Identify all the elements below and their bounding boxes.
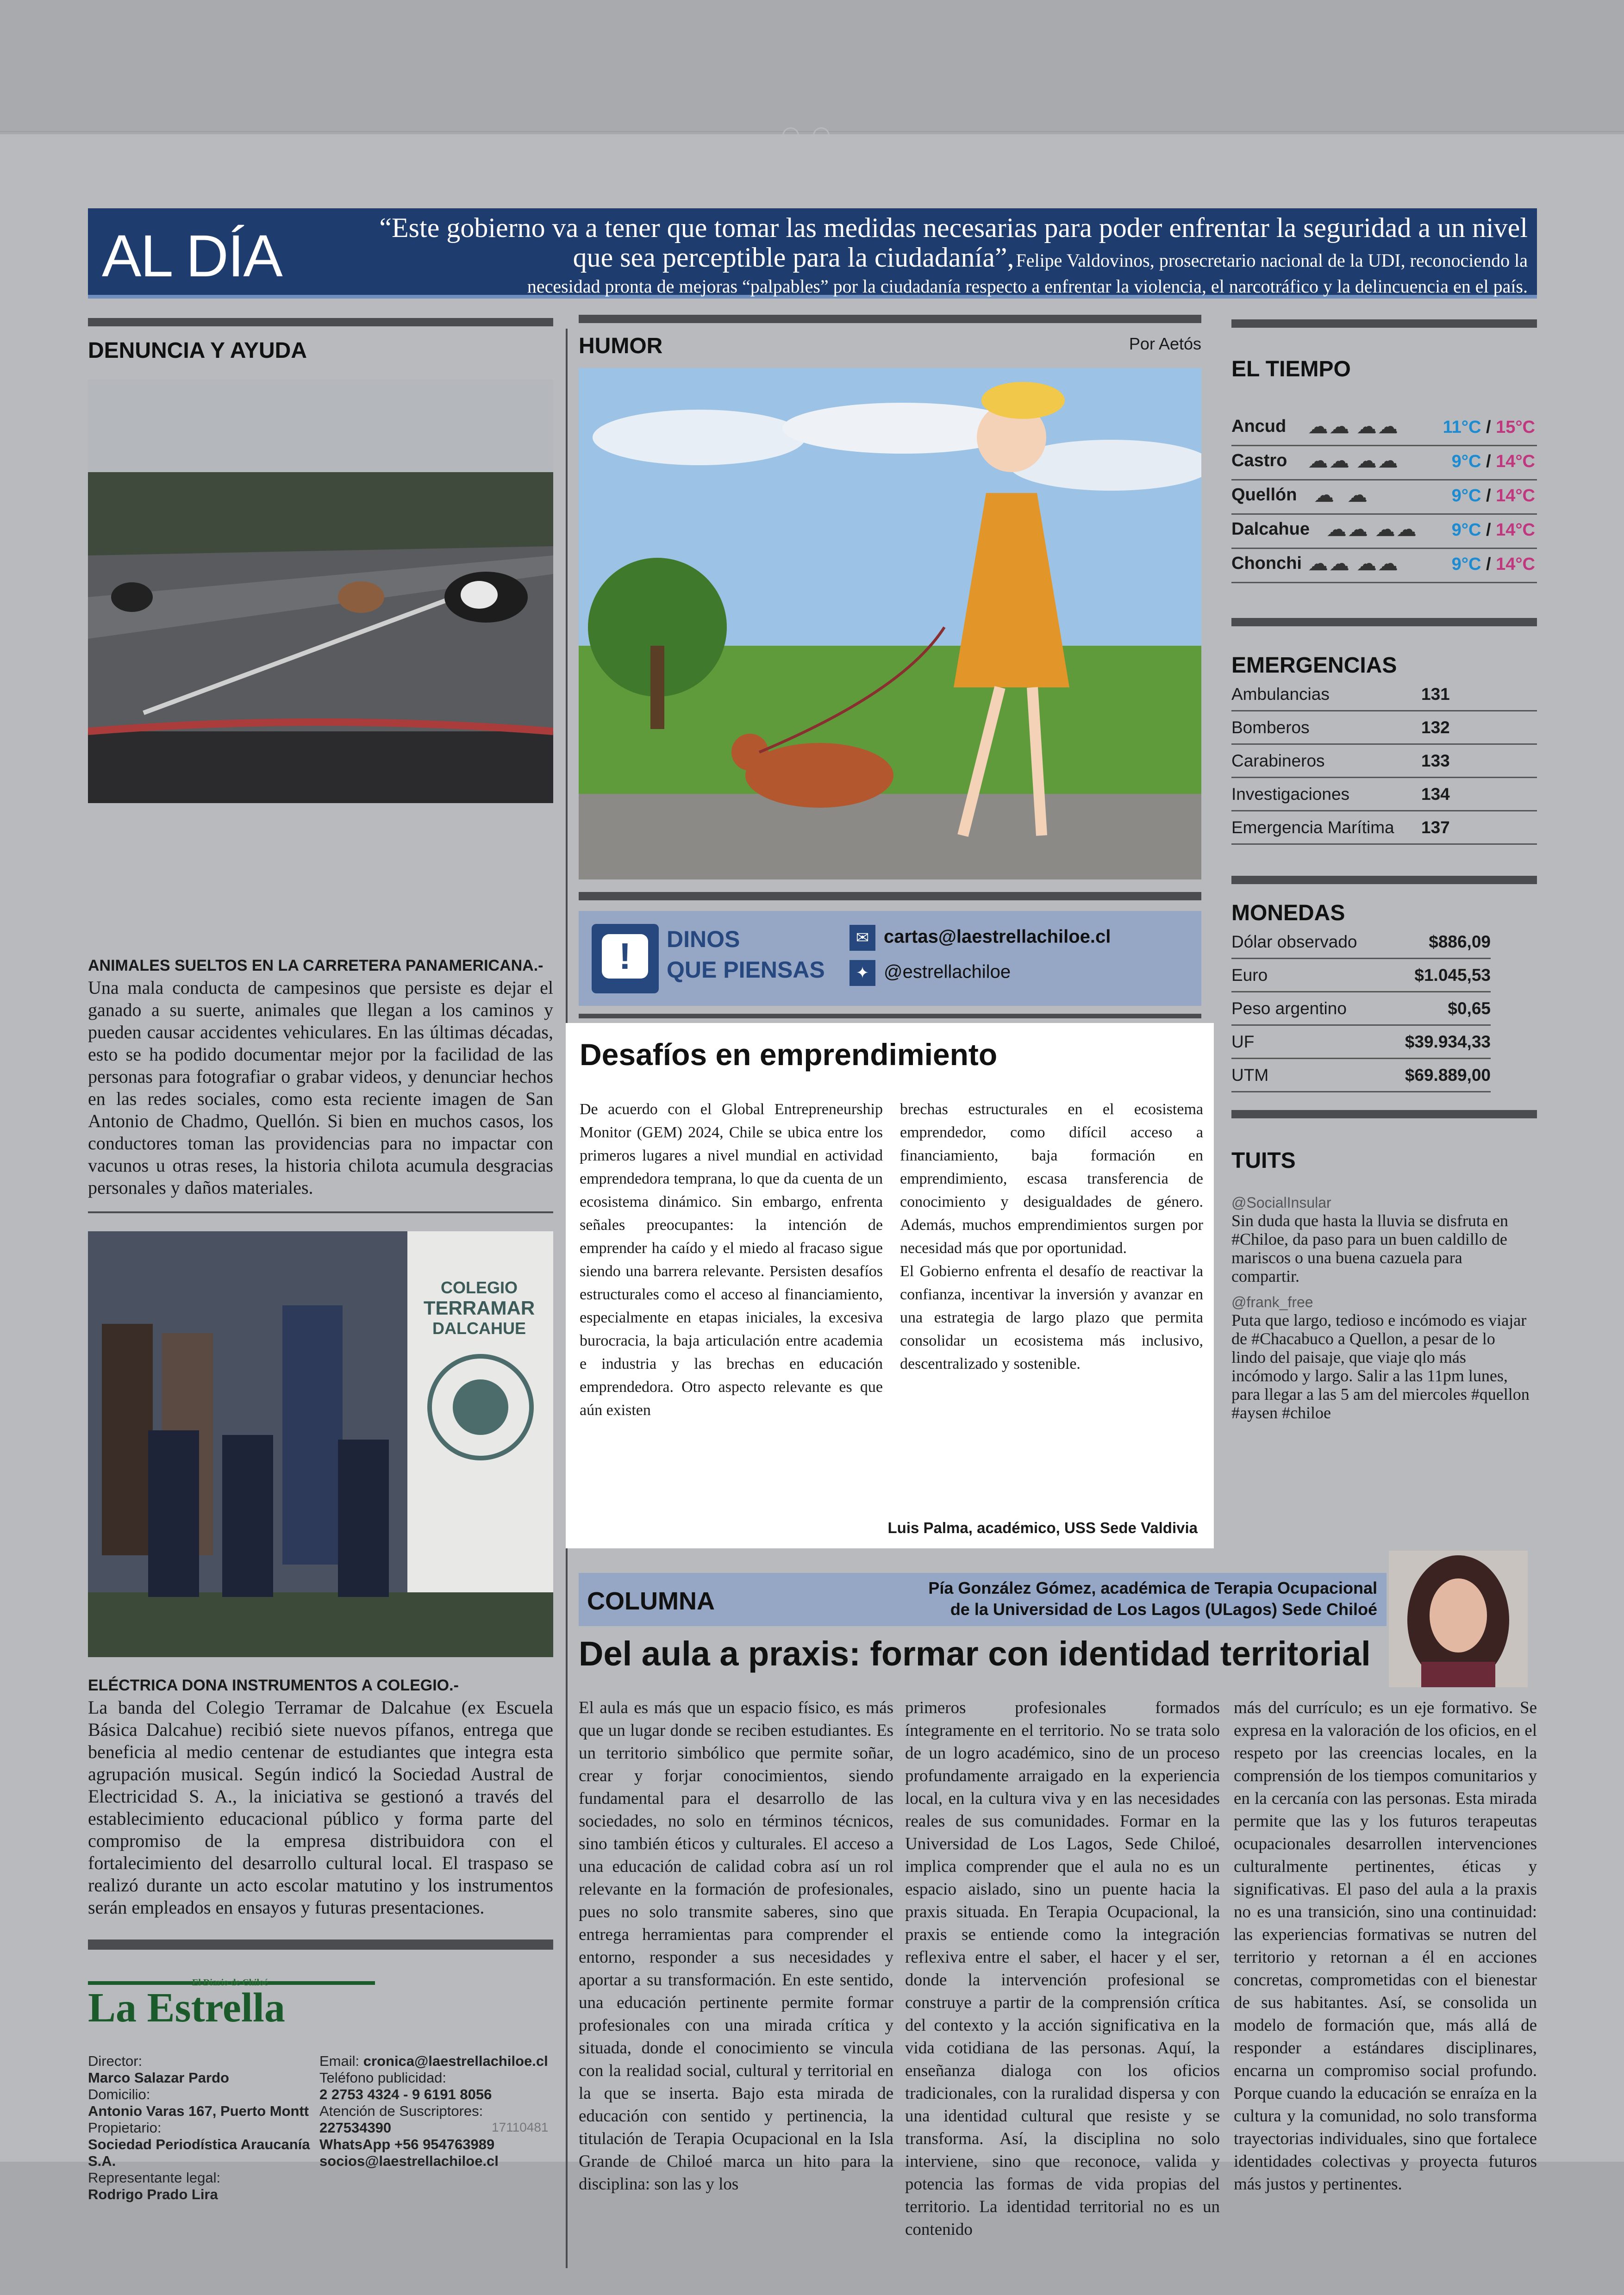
weather-temps <box>1452 555 1535 574</box>
columna-author-line-2: de la Universidad de Los Lagos (ULagos) Sede Chiloé <box>950 1600 1377 1619</box>
temp-min: 9°C <box>1451 486 1481 505</box>
temp-min: 9°C <box>1451 520 1481 540</box>
weather-city: Chonchi <box>1231 554 1302 573</box>
denuncia-section-title: DENUNCIA Y AYUDA <box>88 338 307 363</box>
temp-separator: / <box>1486 418 1491 437</box>
emergency-label: Ambulancias <box>1231 685 1330 704</box>
section-rule <box>1231 319 1537 328</box>
author-portrait <box>1389 1551 1528 1687</box>
la-estrella-logo <box>88 1977 380 2042</box>
cartoon-image <box>579 368 1201 879</box>
banner-title: AL DÍA <box>102 223 282 289</box>
weather-temps <box>1452 486 1535 506</box>
temp-min: 11°C <box>1443 418 1481 437</box>
editorial-signature: Luis Palma, académico, USS Sede Valdivia <box>887 1519 1198 1536</box>
temp-max: 14°C <box>1496 555 1535 574</box>
section-rule <box>1231 618 1537 626</box>
editorial-column-1: De acuerdo con el Global Entrepreneurship Monitor (GEM) 2024, Chile se ubica entre los primeros lugares a nivel mundial en actividad emprendedora temprana, lo que da cuenta de un ecosistema dinámico. Sin embargo, enfrenta señales preocupantes: la intención de emprender ha caído y el miedo al fracaso sigue siendo una barrera relevante. Persisten desafíos estructurales como el acceso al financiamiento, especialmente en etapas iniciales, la excesiva burocracia, la baja articulación entre academia e industria y las brechas en educación emprendedora. Otro aspecto relevante es que aún existen <box>580 1101 883 1419</box>
weather-section-title: EL TIEMPO <box>1231 357 1351 381</box>
section-rule <box>579 1014 1201 1018</box>
currency-label: UTM <box>1231 1066 1269 1085</box>
editorial-title: Desafíos en emprendimiento <box>580 1037 998 1072</box>
dinos-email[interactable]: cartas@laestrellachiloe.cl <box>884 926 1111 947</box>
emergency-row <box>1231 711 1537 745</box>
section-rule <box>1231 1110 1537 1118</box>
phone-label: Teléfono publicidad: <box>319 2070 447 2086</box>
cattle-road-image <box>88 380 553 803</box>
temp-separator: / <box>1486 452 1491 471</box>
temp-max: 14°C <box>1496 452 1535 471</box>
al-dia-banner <box>88 208 1537 299</box>
columna-column-1: El aula es más que un espacio físico, es más que un lugar donde se reciben estudiantes. Es un territorio simbólico que permite soñar, crear y forjar conocimientos, siendo fundamental para el desarrollo de las sociedades, no solo en términos técnicos, sino también éticos y culturales. El acceso a una educación de calidad cobra así un rol relevante en la formación de profesionales, pues no solo transmite saberes, sino que entrega herramientas para comprender el entorno, responder a sus necesidades y aportar a su transformación. En este sentido, una educación pertinente permite formar profesionales con una mirada crítica y situada, donde el conocimiento se vincula con la realidad social, cultural y territorial en la que se inserta. Bajo esta mirada de educación con sentido y pertinencia, la titulación de Terapia Ocupacional en la Isla Grande de Chiloé marca un hito para la disciplina: son las y los <box>579 1698 893 2194</box>
viewer-top-bar <box>0 0 1624 132</box>
emergency-row <box>1231 678 1537 711</box>
emergency-number: 131 <box>1421 685 1450 704</box>
columna-author-line-1: Pía González Gómez, académica de Terapia Ocupacional <box>928 1578 1377 1597</box>
columna-label: COLUMNA <box>587 1587 715 1615</box>
dinos-title-line-2: QUE PIENSAS <box>667 957 825 983</box>
currency-row <box>1231 1026 1491 1059</box>
emergencias-section-title: EMERGENCIAS <box>1231 653 1397 678</box>
tuit-handle[interactable]: @frank_free <box>1231 1294 1313 1310</box>
section-rule <box>88 318 553 326</box>
tuit-text: Puta que largo, tedioso e incómodo es viajar de #Chacabuco a Quellon, a pesar de lo lindo del paisaje, que viaje qlo más incómodo y largo. Salir a las 11pm lunes, para llegar a las 5 am del miercoles #quellon #aysen #chiloe <box>1231 1311 1530 1422</box>
rain-cloud-icon: ☁☁ ☁☁ <box>1308 449 1399 472</box>
weather-city: Ancud <box>1231 417 1287 436</box>
humor-cartoon <box>579 368 1201 879</box>
tuits-section-title: TUITS <box>1231 1148 1296 1173</box>
columna-title: Del aula a praxis: formar con identidad territorial <box>579 1634 1371 1673</box>
tuit <box>1231 1294 1532 1422</box>
twitter-icon: ✦ <box>849 960 875 986</box>
emergency-row <box>1231 811 1537 845</box>
temp-max: 14°C <box>1496 486 1535 505</box>
newspaper-page <box>0 134 1624 2239</box>
rain-cloud-icon: ☁☁ ☁☁ <box>1308 552 1399 575</box>
staff-label: Representante legal: <box>88 2170 221 2186</box>
rain-cloud-icon: ☁☁ ☁☁ <box>1326 518 1418 541</box>
staff-label: Domicilio: <box>88 2086 150 2102</box>
colegio-article <box>88 1673 553 1919</box>
weather-city: Quellón <box>1231 485 1297 505</box>
weather-row <box>1231 480 1537 515</box>
weather-row <box>1231 412 1537 446</box>
rain-cloud-icon: ☁ ☁ <box>1308 484 1368 506</box>
currency-row <box>1231 926 1491 959</box>
emergency-label: Emergencia Marítima <box>1231 818 1394 837</box>
staff-value: Marco Salazar Pardo <box>88 2070 229 2086</box>
whatsapp-value: WhatsApp +56 954763989 <box>319 2136 495 2152</box>
currency-value: $0,65 <box>1448 999 1491 1018</box>
dinos-title-line-1: DINOS <box>667 926 740 952</box>
emergency-number: 133 <box>1421 751 1450 770</box>
currency-value: $886,09 <box>1429 932 1491 951</box>
columna-column-2: primeros profesionales formados íntegramente en el territorio. No se trata solo de un logro académico, sino de un proceso profundamente arraigado en la experiencia local, en la cultura viva y en las necesidades reales de sus comunidades. Formar en la Universidad de Los Lagos, Sede Chiloé, implica comprender que el aula no es un espacio aislado, sino un puente hacia la praxis situada. En Terapia Ocupacional, la praxis se entiende como la integración reflexiva entre el saber, el hacer y el ser, donde la intervención profesional se construye a partir de la comprensión crítica del contexto y la acción significativa en la vida cotidiana de las personas. Aquí, la enseñanza dialoga con los oficios tradicionales, con la ruralidad dispersa y con una identidad cultural que resiste y se transforma. Así, la disciplina no solo interviene, sino que reconoce, valida y potencia las formas de vida propias del territorio. La identidad territorial no es un contenido <box>905 1698 1220 2239</box>
currency-value: $69.889,00 <box>1405 1066 1491 1085</box>
weather-city: Dalcahue <box>1231 519 1310 539</box>
subs-value: 227534390 <box>319 2120 392 2136</box>
author-photo <box>1389 1551 1528 1687</box>
editorial-column-2 <box>900 1098 1203 1376</box>
currency-label: Dólar observado <box>1231 932 1357 951</box>
staff-value: Rodrigo Prado Lira <box>88 2186 218 2202</box>
staff-left <box>88 2053 319 2203</box>
dinos-title <box>667 924 825 985</box>
mail-icon: ✉ <box>849 925 875 951</box>
dinos-email-row <box>849 925 1111 951</box>
colegio-sign <box>410 1278 549 1339</box>
temp-separator: / <box>1486 486 1491 505</box>
columna-author <box>928 1578 1377 1620</box>
currency-row <box>1231 959 1491 992</box>
columna-column-3: más del currículo; es un eje formativo. Se expresa en la valoración de los oficios, en el respeto por las creencias locales, en la comprensión de los tiempos comunitarios y en la cercanía con las personas. Esta mirada permite que las y los futuros terapeutas ocupacionales desarrollen intervenciones culturalmente pertinentes, éticas y significativas. El paso del aula a la praxis no es una transición, sino una continuidad: las experiencias formativas se nutren del territorio y retornan a él en acciones concretas, comprometidas con el bienestar de sus habitantes. Así, se consolida un modelo de formación que, más allá de responder a estándares disciplinares, encarna un compromiso social profundo. Porque cuando la educación se enraíza en la cultura y la comunidad, no solo transforma trayectorias individuales, sino que fortalece identidades colectivas y proyecta futuros más justos y pertinentes. <box>1234 1698 1537 2194</box>
denuncia-headline: ANIMALES SUELTOS EN LA CARRETERA PANAMERICANA.- <box>88 957 543 974</box>
subs-label: Atención de Suscriptores: <box>319 2103 483 2119</box>
banner-quote-block <box>366 213 1528 299</box>
currency-row <box>1231 992 1491 1026</box>
emergency-label: Bomberos <box>1231 718 1310 737</box>
dinos-twitter[interactable]: @estrellachiloe <box>884 961 1011 982</box>
staff-value: Antonio Varas 167, Puerto Montt <box>88 2103 309 2119</box>
email-label: Email: <box>319 2053 360 2069</box>
banner-quote: “Este gobierno va a tener que tomar las medidas necesarias para poder enfrentar la seguridad a un nivel que sea perceptible para la ciudadanía”, <box>379 212 1528 273</box>
exclamation-bubble-icon: ! <box>592 924 659 993</box>
staff-label: Director: <box>88 2053 143 2069</box>
section-rule <box>579 892 1201 900</box>
tuit-text: Sin duda que hasta la lluvia se disfruta en #Chiloe, da paso para un buen caldillo de mariscos o una buena cazuela para compartir. <box>1231 1211 1508 1285</box>
currency-value: $39.934,33 <box>1405 1032 1491 1051</box>
temp-max: 14°C <box>1496 520 1535 540</box>
currency-label: Peso argentino <box>1231 999 1347 1018</box>
dinos-box <box>579 911 1201 1006</box>
denuncia-article <box>88 954 553 1199</box>
colegio-sign-line-3: DALCAHUE <box>432 1319 526 1338</box>
currency-row <box>1231 1059 1491 1092</box>
page-code: 17110481 <box>492 2120 549 2134</box>
weather-row <box>1231 446 1537 480</box>
currency-label: UF <box>1231 1032 1255 1051</box>
logo-small-text: El Diario de Chiloé <box>192 1977 268 1988</box>
emergency-row <box>1231 745 1537 778</box>
humor-author: Por Aetós <box>1129 334 1201 353</box>
weather-row <box>1231 515 1537 549</box>
editorial-col2-p2: El Gobierno enfrenta el desafío de reactivar la confianza, incentivar la inversión y avanzar en una estrategia de largo plazo que permita consolidar un ecosistema más inclusivo, descentralizado y sostenible. <box>900 1263 1203 1372</box>
weather-temps <box>1443 418 1535 437</box>
tuit-handle[interactable]: @SocialInsular <box>1231 1194 1331 1211</box>
colegio-sign-line-1: COLEGIO <box>440 1278 518 1297</box>
staff-right <box>319 2053 560 2170</box>
editorial-col2-p1: brechas estructurales en el ecosistema emprendedor, como difícil acceso a financiamiento, baja formación en emprendimiento, escasa transferencia de conocimiento y desigualdades de género. Además, muchos emprendimientos surgen por necesidad más que por oportunidad. <box>900 1101 1203 1257</box>
banner-credit: Felipe Valdovinos, prosecretario nacional de la UDI, reconociendo la <box>1016 250 1528 271</box>
email-line <box>319 2053 560 2070</box>
currency-value: $1.045,53 <box>1414 966 1491 985</box>
denuncia-body: Una mala conducta de campesinos que persiste es dejar el ganado a su suerte, animales que llegan a los caminos y pueden causar accidentes vehiculares. En las últimas décadas, esto se ha podido documentar mejor por la facilidad de las personas para fotografiar o grabar videos, y denunciar hechos en las redes sociales, como esta reciente imagen de San Antonio de Chadmo, Quellón. Si bien en muchos casos, los conductores toman las providencias para no impactar con vacunos u otras reses, la historia chilota acumula desgracias personales y daños materiales. <box>88 977 553 1198</box>
colegio-headline: ELÉCTRICA DONA INSTRUMENTOS A COLEGIO.- <box>88 1677 459 1694</box>
staff-value: Sociedad Periodística Araucanía S.A. <box>88 2136 310 2169</box>
section-rule <box>88 1940 553 1950</box>
temp-separator: / <box>1486 520 1491 540</box>
emergency-number: 132 <box>1421 718 1450 737</box>
humor-section-title: HUMOR <box>579 334 663 358</box>
weather-temps <box>1452 520 1535 540</box>
tuit <box>1231 1194 1532 1285</box>
emergency-label: Investigaciones <box>1231 785 1350 804</box>
colegio-body: La banda del Colegio Terramar de Dalcahue (ex Escuela Básica Dalcahue) recibió siete nuevos pífanos, entrega que beneficia al medio centenar de estudiantes que integra esta agrupación musical. Según indicó la Sociedad Austral de Electricidad S. A., la iniciativa se gestionó a través del establecimiento educacional público y forma parte del compromiso de la empresa distribuidora con el fortalecimiento del desarrollo cultural local. El traspaso se realizó durante un acto escolar matutino y los instrumentos serán empleados en ensayos y futuras presentaciones. <box>88 1697 553 1918</box>
dinos-twitter-row <box>849 960 1011 986</box>
section-rule <box>88 1211 553 1213</box>
email-link[interactable]: cronica@laestrellachiloe.cl <box>363 2053 548 2069</box>
staff-label: Propietario: <box>88 2120 162 2136</box>
weather-temps <box>1452 452 1535 472</box>
temp-min: 9°C <box>1451 555 1481 574</box>
editorial-box <box>566 1023 1214 1548</box>
phone-value: 2 2753 4324 - 9 6191 8056 <box>319 2086 492 2102</box>
socios-email[interactable]: socios@laestrellachiloe.cl <box>319 2153 499 2169</box>
cattle-road-photo <box>88 380 553 803</box>
columna-header <box>579 1573 1387 1626</box>
logo-name: La Estrella <box>88 1985 285 2031</box>
emergency-label: Carabineros <box>1231 751 1325 770</box>
rain-cloud-icon: ☁☁ ☁☁ <box>1308 415 1399 438</box>
currency-label: Euro <box>1231 966 1268 985</box>
emergency-number: 137 <box>1421 818 1450 837</box>
emergency-row <box>1231 778 1537 811</box>
temp-separator: / <box>1486 555 1491 574</box>
section-rule <box>579 315 1201 323</box>
colegio-sign-line-2: TERRAMAR <box>423 1297 535 1319</box>
emergency-number: 134 <box>1421 785 1450 804</box>
monedas-section-title: MONEDAS <box>1231 901 1345 925</box>
weather-row <box>1231 549 1537 583</box>
section-rule <box>1231 876 1537 884</box>
temp-max: 15°C <box>1496 418 1535 437</box>
weather-city: Castro <box>1231 451 1287 470</box>
temp-min: 9°C <box>1451 452 1481 471</box>
banner-tail: necesidad pronta de mejoras “palpables” por la ciudadanía respecto a enfrentar la violencia, el narcotráfico y la delincuencia en el país. <box>527 276 1528 297</box>
